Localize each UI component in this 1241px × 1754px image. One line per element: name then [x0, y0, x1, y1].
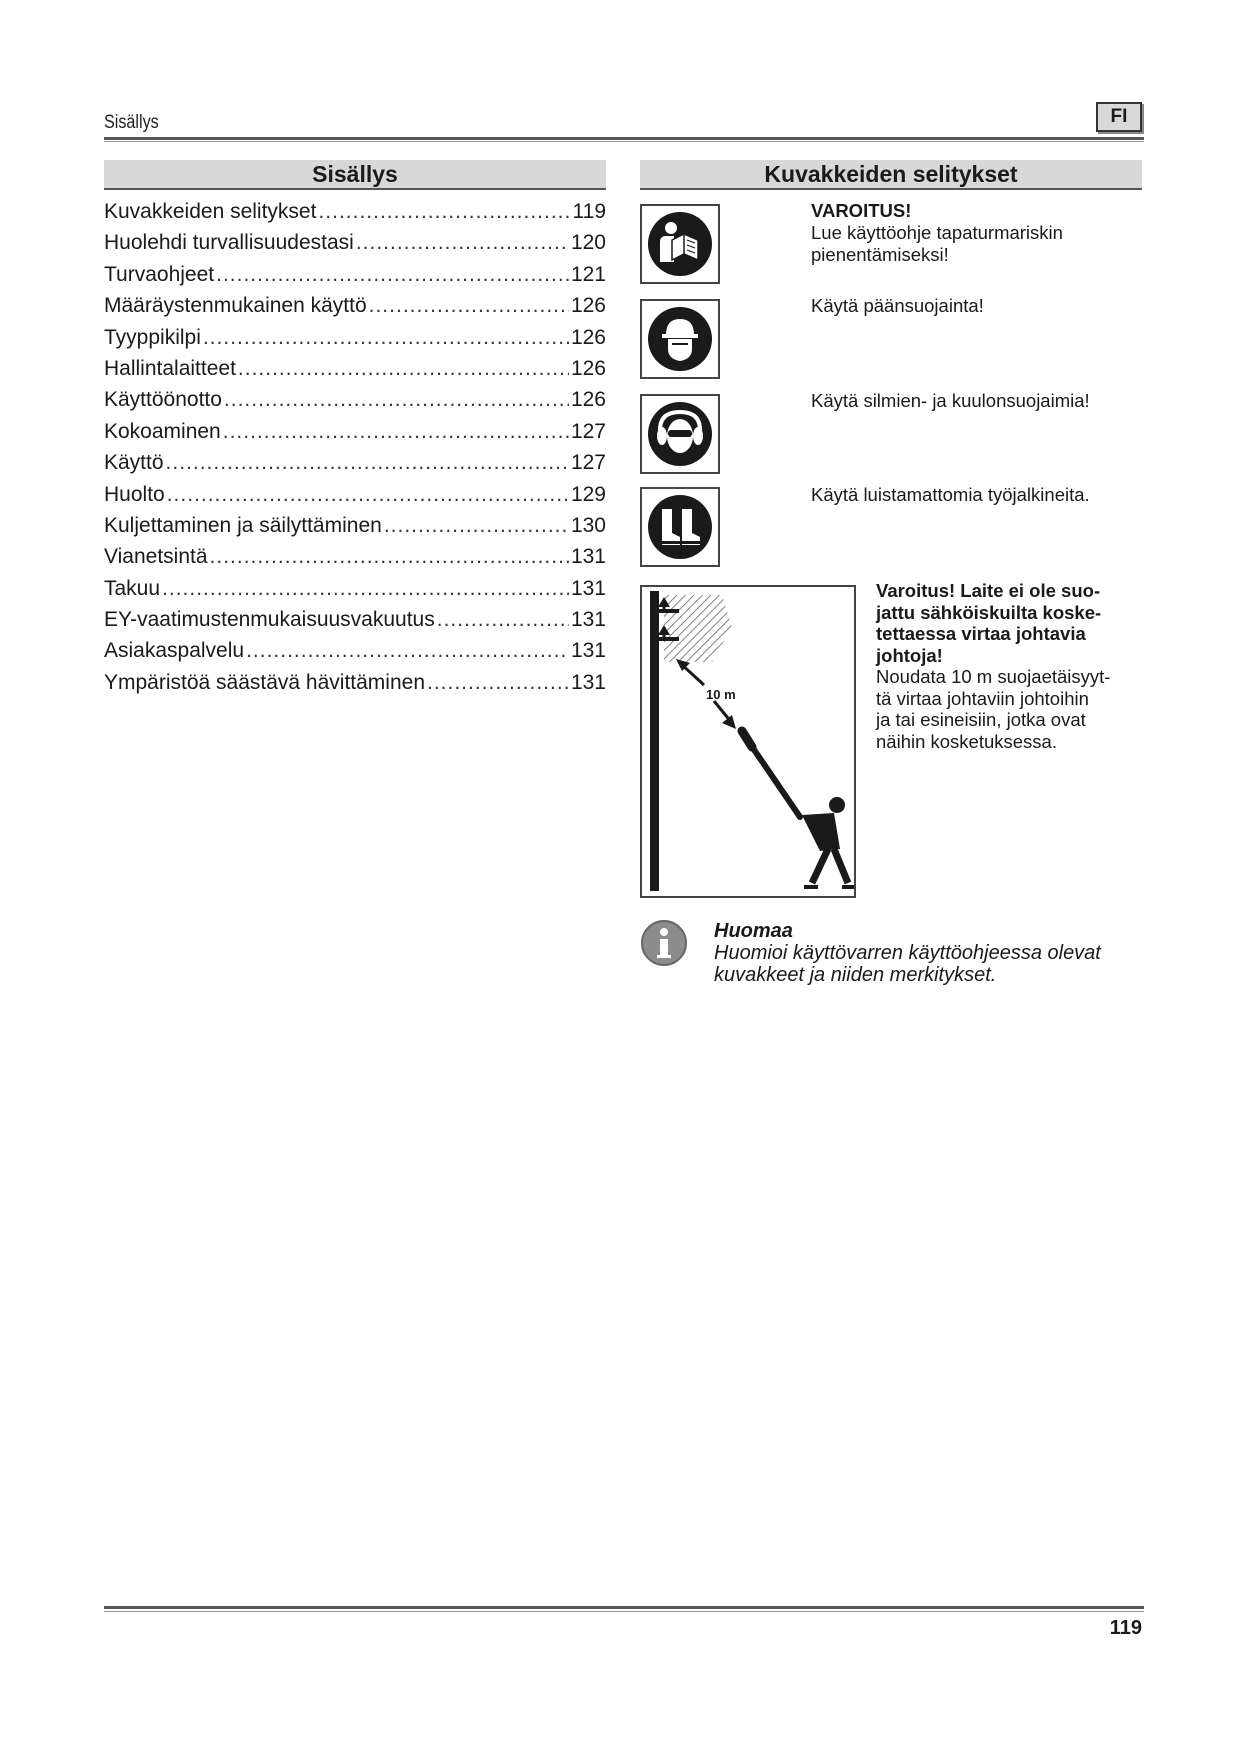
power-line-warning-text: Varoitus! Laite ei ole suo- jattu sähköiskuilta koske- tettaessa virtaa johtavia johtoja! Noudata 10 m suojaetäisyyt- tä virtaa johtaviin johtoihin ja tai esineisiin, jotka ovat näihin kosketuksessa. — [876, 580, 1111, 752]
toc-entry[interactable]: Ympäristöä säästävä hävittäminen ..... 131 — [104, 671, 606, 702]
toc-entry[interactable]: Käyttö ..... 127 — [104, 451, 606, 482]
toc-entry[interactable]: Käyttöönotto ..... 126 — [104, 388, 606, 419]
toc-entry[interactable]: Vianetsintä ..... 131 — [104, 545, 606, 576]
toc-heading: Sisällys — [104, 160, 606, 190]
warning-read-manual — [811, 200, 1151, 266]
note-text: Huomioi käyttövarren käyttöohjeessa olevat kuvakkeet ja niiden merkitykset. — [714, 942, 1101, 986]
language-badge: FI — [1096, 102, 1142, 132]
note-title: Huomaa — [714, 920, 793, 942]
power-line-warning-illustration — [640, 585, 856, 898]
toc-entry[interactable]: Huolehdi turvallisuudestasi ..... 120 — [104, 231, 606, 262]
toc-entry[interactable]: Hallintalaitteet ..... 126 — [104, 357, 606, 388]
head-protection-icon — [640, 299, 720, 379]
symbols-heading: Kuvakkeiden selitykset — [640, 160, 1142, 190]
page-number: 119 — [1109, 1617, 1142, 1639]
info-icon — [640, 919, 688, 967]
toc-entry[interactable]: Tyyppikilpi ..... 126 — [104, 326, 606, 357]
distance-label: 10 m — [706, 687, 736, 702]
note — [714, 920, 1154, 986]
toc-entry[interactable]: Kokoaminen ..... 127 — [104, 420, 606, 451]
table-of-contents — [104, 200, 606, 702]
warning-title: VAROITUS! — [811, 200, 912, 221]
warning-text: Lue käyttöohje tapaturmariskin pienentämiseksi! — [811, 222, 1063, 265]
toc-entry[interactable]: EY-vaatimustenmukaisuusvakuutus ..... 131 — [104, 608, 606, 639]
safety-boots-icon — [640, 487, 720, 567]
footer-rule-thin — [104, 1611, 1144, 1612]
footer-rule — [104, 1606, 1144, 1609]
toc-entry[interactable]: Huolto ..... 129 — [104, 483, 606, 514]
header-rule-thin — [104, 141, 1144, 142]
head-protection-text: Käytä päänsuojainta! — [811, 295, 984, 316]
header-rule — [104, 137, 1144, 140]
toc-entry[interactable]: Asiakaspalvelu ..... 131 — [104, 639, 606, 670]
eye-ear-protection-text: Käytä silmien- ja kuulonsuojaimia! — [811, 390, 1090, 411]
eye-ear-protection-icon — [640, 394, 720, 474]
toc-entry[interactable]: Turvaohjeet ..... 121 — [104, 263, 606, 294]
toc-entry[interactable]: Kuvakkeiden selitykset ..... 119 — [104, 200, 606, 231]
toc-entry[interactable]: Takuu ..... 131 — [104, 577, 606, 608]
running-header: Sisällys — [104, 112, 159, 133]
toc-entry[interactable]: Määräystenmukainen käyttö ..... 126 — [104, 294, 606, 325]
safety-boots-text: Käytä luistamattomia työjalkineita. — [811, 484, 1090, 505]
toc-entry[interactable]: Kuljettaminen ja säilyttäminen ..... 130 — [104, 514, 606, 545]
read-manual-icon — [640, 204, 720, 284]
